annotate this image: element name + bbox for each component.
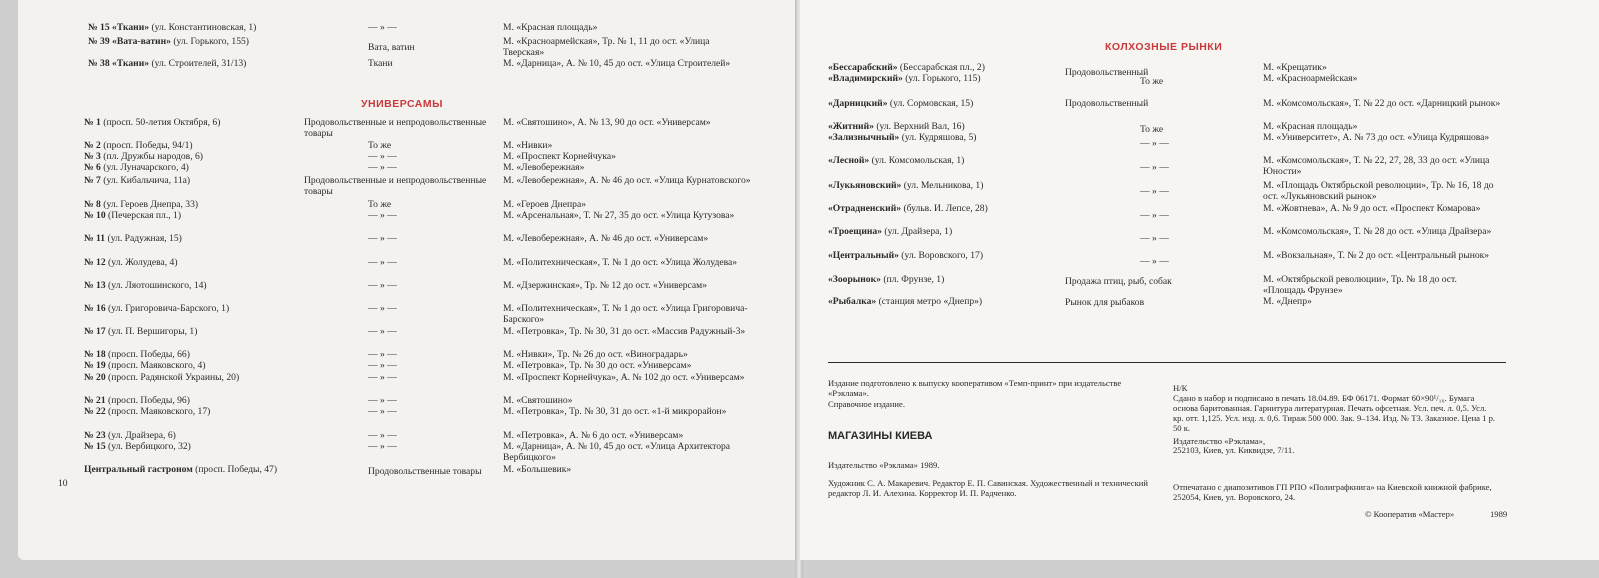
book-title: МАГАЗИНЫ КИЕВА — [828, 430, 933, 442]
store-name: № 3 — [84, 151, 101, 162]
colophon-publisher-year: Издательство «Рэклама» 1989. — [828, 460, 940, 470]
transport-info: М. «Нивки» — [503, 140, 553, 151]
store-name: «Дарницкий» — [828, 98, 888, 109]
store-name: № 15 — [84, 441, 106, 452]
shop-goods-type: Вата, ватин — [368, 42, 415, 53]
store-name: № 19 — [84, 360, 106, 371]
store-name: № 8 — [84, 199, 101, 210]
market-type: Продовольственный — [1065, 67, 1149, 78]
market-type: — » — — [1140, 256, 1169, 267]
transport-info: М. «Левобережная», А. № 46 до ост. «Универсам» — [503, 233, 709, 244]
universam-entry — [84, 233, 299, 244]
transport-info: М. «Дзержинская», Тр. № 12 до ост. «Универсам» — [503, 280, 708, 291]
transport-info: М. «Проспект Корнейчука» — [503, 151, 616, 162]
shop-goods-type: — » — — [368, 22, 397, 33]
universam-entry — [84, 162, 299, 173]
store-name: № 22 — [84, 406, 106, 417]
store-address: (просп. Маяковского, 17) — [108, 406, 211, 417]
store-address: (просп. Радянской Украины, 20) — [108, 372, 240, 383]
store-address: (ул. Верхний Вал, 16) — [876, 121, 965, 132]
store-address: (ул. Строителей, 31/13) — [151, 58, 247, 69]
left-page — [18, 0, 798, 560]
store-address: (просп. Победы, 94/1) — [103, 140, 193, 151]
market-type: Продажа птиц, рыб, собак — [1065, 276, 1172, 287]
store-name: «Лукьяновский» — [828, 180, 902, 191]
goods-type: — » — — [368, 406, 397, 417]
goods-type: — » — — [368, 162, 397, 173]
universam-entry — [84, 175, 299, 186]
universam-entry — [84, 303, 299, 314]
market-type: То же — [1140, 76, 1164, 87]
market-entry — [828, 180, 1043, 191]
store-address: (ул. Луначарского, 4) — [103, 162, 189, 173]
store-address: (Печерская пл., 1) — [108, 210, 182, 221]
store-name: № 13 — [84, 280, 106, 291]
store-name: № 2 — [84, 140, 101, 151]
market-entry — [828, 250, 1043, 261]
goods-type: — » — — [368, 360, 397, 371]
market-entry — [828, 132, 1043, 143]
transport-info: М. «Петровка», Тр. № 30, 31 до ост. «Массив Радужный-3» — [503, 326, 746, 337]
universam-entry — [84, 326, 299, 337]
shop-entry — [88, 58, 298, 69]
store-address: (ул. Ляотошинского, 14) — [108, 280, 207, 291]
store-name: «Зоорынок» — [828, 274, 881, 285]
store-address: (ул. Радужная, 15) — [107, 233, 182, 244]
store-address: (станция метро «Днепр») — [878, 296, 983, 307]
store-name: Центральный гастроном — [84, 464, 193, 475]
goods-type: То же — [368, 140, 392, 151]
store-address: (ул. Горького, 115) — [905, 73, 981, 84]
section-heading-universams: УНИВЕРСАМЫ — [361, 98, 443, 110]
transport-info: М. «Большевик» — [503, 464, 572, 475]
goods-type: Продовольственные товары — [368, 466, 482, 477]
universam-entry — [84, 257, 299, 268]
market-entry — [828, 62, 1043, 73]
colophon-credits: Художник С. А. Макаревич. Редактор Е. П. Савинская. Художественный и технический редактор Л. И. Алехина. Корректор И. П. Радченко. — [828, 478, 1148, 498]
store-name: № 16 — [84, 303, 106, 314]
market-entry — [828, 274, 1043, 285]
store-name: № 18 — [84, 349, 106, 360]
universam-entry — [84, 406, 299, 417]
store-address: (бульв. И. Лепсе, 28) — [903, 203, 988, 214]
market-transport: М. «Красная площадь» — [1263, 121, 1358, 132]
store-address: (ул. Константиновская, 1) — [151, 22, 257, 33]
market-transport: М. «Красноармейская» — [1263, 73, 1358, 84]
market-entry — [828, 296, 1043, 307]
store-address: (ул. Кудряшова, 5) — [901, 132, 977, 143]
transport-info: М. «Левобережная», А. № 46 до ост. «Улица Курнатовского» — [503, 175, 751, 186]
market-type: — » — — [1140, 162, 1169, 173]
universam-entry — [84, 441, 299, 452]
shop-goods-type: Ткани — [368, 58, 393, 69]
transport-info: М. «Петровка», Тр. № 30, 31 до ост. «1-й микрорайон» — [503, 406, 727, 417]
store-address: (Бессарабская пл., 2) — [899, 62, 985, 73]
market-transport: М. «Крещатик» — [1263, 62, 1327, 73]
divider-line — [828, 362, 1506, 363]
universam-entry — [84, 464, 299, 475]
goods-type: — » — — [368, 233, 397, 244]
colophon-prepared: Издание подготовлено к выпуску кооперативом «Темп-принт» при издательстве «Рэклама». — [828, 378, 1122, 398]
colophon-nk: Н/К — [1173, 383, 1188, 393]
colophon-print-info: Сдано в набор и подписано в печать 18.04.89. БФ 06171. Формат 60×90¹/₁₆. Бумага основа баритованная. Гарнитура литературная. Печать офсетная. Усл. печ. л. 0,5. Усл. кр. отт. 1,125. Усл. изд. л. 0,6. Тираж 500 000. Зак. 9–134. Изд. № Т3. Заказное. Цена 1 р. 50 к. — [1173, 393, 1496, 433]
market-transport: М. «Университет», А. № 73 до ост. «Улица Кудряшова» — [1263, 132, 1490, 143]
market-type: — » — — [1140, 138, 1169, 149]
universam-entry — [84, 117, 299, 128]
market-type: Рынок для рыбаков — [1065, 297, 1145, 308]
store-address: (пл. Дружбы народов, 6) — [103, 151, 203, 162]
store-address: (ул. Героев Днепра, 33) — [103, 199, 199, 210]
transport-info: М. «Героев Днепра» — [503, 199, 587, 210]
store-name: «Бессарабский» — [828, 62, 898, 73]
market-type: Продовольственный — [1065, 98, 1149, 109]
transport-info: М. «Левобережная» — [503, 162, 585, 173]
market-entry — [828, 121, 1043, 132]
goods-type: — » — — [368, 326, 397, 337]
market-type: — » — — [1140, 210, 1169, 221]
colophon-publisher-address-2: 252103, Киев, ул. Киквидзе, 7/11. — [1173, 445, 1295, 455]
shop-entry — [88, 36, 298, 47]
universam-entry — [84, 430, 299, 441]
market-transport: М. «Днепр» — [1263, 296, 1312, 307]
store-address: (просп. Победы, 96) — [108, 395, 190, 406]
right-page — [800, 0, 1599, 560]
store-address: (пл. Фрунзе, 1) — [883, 274, 945, 285]
store-address: (ул. Григоровича-Барского, 1) — [108, 303, 230, 314]
store-name: «Отрадненский» — [828, 203, 902, 214]
transport-info: М. «Дарница», А. № 10, 45 до ост. «Улица Архитектора Вербицкого» — [503, 441, 731, 463]
store-address: (ул. Вербицкого, 32) — [108, 441, 191, 452]
shop-transport: М. «Красноармейская», Тр. № 1, 11 до ост. «Улица Тверская» — [503, 36, 710, 58]
store-name: «Рыбалка» — [828, 296, 877, 307]
universam-entry — [84, 199, 299, 210]
store-name: № 10 — [84, 210, 106, 221]
market-entry — [828, 73, 1043, 84]
transport-info: М. «Святошино» — [503, 395, 573, 406]
store-name: № 39 «Вата-ватин» — [88, 36, 171, 47]
market-entry — [828, 203, 1043, 214]
store-name: «Зализнычный» — [828, 132, 900, 143]
goods-type: — » — — [368, 395, 397, 406]
market-type: То же — [1140, 124, 1164, 135]
market-entry — [828, 155, 1043, 166]
market-transport: М. «Площадь Октябрьской революции», Тр. № 16, 18 до ост. «Лукьяновский рынок» — [1263, 180, 1494, 202]
store-address: (ул. Жолудева, 4) — [108, 257, 178, 268]
goods-type: Продовольственные и непродовольственные товары — [304, 175, 487, 197]
transport-info: М. «Политехническая», Т. № 1 до ост. «Улица Григоровича-Барского» — [503, 303, 748, 325]
colophon-publisher-address-1: Издательство «Рэклама», — [1173, 436, 1266, 446]
market-entry — [828, 226, 1043, 237]
store-name: № 7 — [84, 175, 101, 186]
store-name: № 12 — [84, 257, 106, 268]
store-address: (ул. П. Вершигоры, 1) — [108, 326, 198, 337]
universam-entry — [84, 140, 299, 151]
store-address: (ул. Воровского, 17) — [901, 250, 984, 261]
page-number: 10 — [58, 478, 68, 489]
store-address: (просп. Победы, 47) — [195, 464, 278, 475]
universam-entry — [84, 372, 299, 383]
colophon-reference: Справочное издание. — [828, 399, 905, 409]
shop-entry — [88, 22, 298, 33]
goods-type: — » — — [368, 349, 397, 360]
universam-entry — [84, 360, 299, 371]
store-address: (просп. 50-летия Октября, 6) — [103, 117, 221, 128]
goods-type: То же — [368, 199, 392, 210]
goods-type: — » — — [368, 280, 397, 291]
colophon-cooperative-year: 1989 — [1490, 509, 1508, 519]
universam-entry — [84, 395, 299, 406]
market-transport: М. «Октябрьской революции», Тр. № 18 до ост. «Площадь Фрунзе» — [1263, 274, 1457, 296]
goods-type: — » — — [368, 430, 397, 441]
store-address: (ул. Кибальчича, 11а) — [103, 175, 191, 186]
market-type: — » — — [1140, 186, 1169, 197]
transport-info: М. «Арсенальная», Т. № 27, 35 до ост. «Улица Кутузова» — [503, 210, 735, 221]
market-transport: М. «Комсомольская», Т. № 22, 27, 28, 33 до ост. «Улица Юности» — [1263, 155, 1490, 177]
store-name: № 6 — [84, 162, 101, 173]
store-name: № 11 — [84, 233, 106, 244]
universam-entry — [84, 210, 299, 221]
transport-info: М. «Петровка», Тр. № 30 до ост. «Универсам» — [503, 360, 692, 371]
universam-entry — [84, 151, 299, 162]
goods-type: — » — — [368, 151, 397, 162]
colophon-printed: Отпечатано с диапозитивов ГП РПО «Полиграфкнига» на Киевской книжной фабрике, 252054, Киев, ул. Воровского, 24. — [1173, 482, 1492, 502]
store-address: (ул. Мельникова, 1) — [903, 180, 984, 191]
colophon-cooperative: © Кооператив «Мастер» — [1365, 509, 1455, 519]
market-transport: М. «Жовтнева», А. № 9 до ост. «Проспект Комарова» — [1263, 203, 1481, 214]
section-heading-markets: КОЛХОЗНЫЕ РЫНКИ — [1105, 41, 1223, 53]
store-name: № 1 — [84, 117, 101, 128]
store-address: (ул. Драйзера, 6) — [108, 430, 176, 441]
transport-info: М. «Нивки», Тр. № 26 до ост. «Виноградарь» — [503, 349, 688, 360]
market-type: — » — — [1140, 233, 1169, 244]
goods-type: Продовольственные и непродовольственные товары — [304, 117, 487, 139]
store-name: № 15 «Ткани» — [88, 22, 150, 33]
market-transport: М. «Комсомольская», Т. № 22 до ост. «Дарницкий рынок» — [1263, 98, 1501, 109]
store-address: (ул. Комсомольская, 1) — [871, 155, 965, 166]
store-address: (просп. Победы, 66) — [108, 349, 190, 360]
universam-entry — [84, 349, 299, 360]
store-name: «Владимирский» — [828, 73, 903, 84]
store-name: «Центральный» — [828, 250, 899, 261]
store-name: № 21 — [84, 395, 106, 406]
shop-transport: М. «Красная площадь» — [503, 22, 598, 33]
market-entry — [828, 98, 1043, 109]
store-address: (просп. Маяковского, 4) — [108, 360, 206, 371]
market-transport: М. «Вокзальная», Т. № 2 до ост. «Центральный рынок» — [1263, 250, 1490, 261]
transport-info: М. «Святошино», А. № 13, 90 до ост. «Универсам» — [503, 117, 711, 128]
store-name: «Лесной» — [828, 155, 870, 166]
market-transport: М. «Комсомольская», Т. № 28 до ост. «Улица Драйзера» — [1263, 226, 1492, 237]
goods-type: — » — — [368, 303, 397, 314]
transport-info: М. «Политехническая», Т. № 1 до ост. «Улица Жолудева» — [503, 257, 738, 268]
transport-info: М. «Петровка», А. № 6 до ост. «Универсам» — [503, 430, 684, 441]
store-name: «Житний» — [828, 121, 874, 132]
store-name: № 38 «Ткани» — [88, 58, 150, 69]
goods-type: — » — — [368, 441, 397, 452]
transport-info: М. «Проспект Корнейчука», А. № 102 до ост. «Универсам» — [503, 372, 745, 383]
store-name: «Троещина» — [828, 226, 882, 237]
store-address: (ул. Горького, 155) — [173, 36, 249, 47]
goods-type: — » — — [368, 372, 397, 383]
store-address: (ул. Драйзера, 1) — [884, 226, 953, 237]
store-address: (ул. Сормовская, 15) — [889, 98, 974, 109]
store-name: № 17 — [84, 326, 106, 337]
goods-type: — » — — [368, 210, 397, 221]
universam-entry — [84, 280, 299, 291]
store-name: № 23 — [84, 430, 106, 441]
shop-transport: М. «Дарница», А. № 10, 45 до ост. «Улица Строителей» — [503, 58, 731, 69]
goods-type: — » — — [368, 257, 397, 268]
store-name: № 20 — [84, 372, 106, 383]
